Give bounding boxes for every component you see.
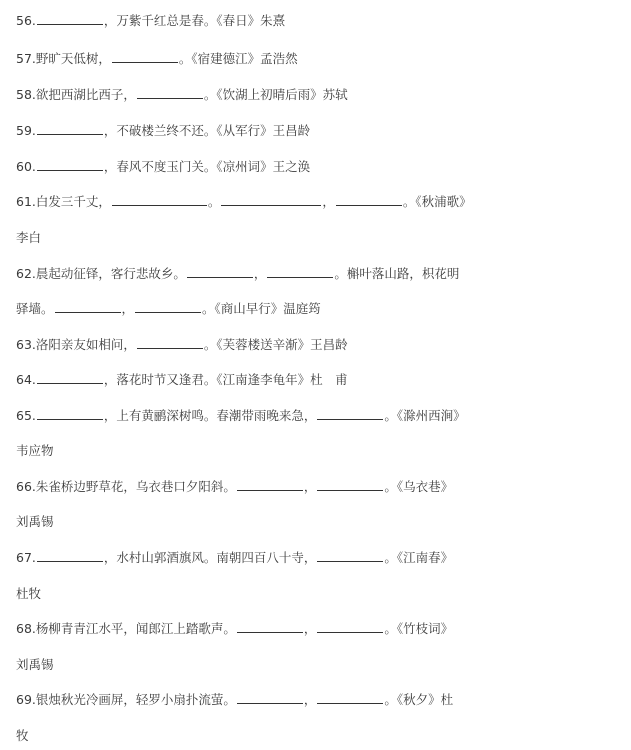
answer-blank[interactable]	[187, 266, 253, 278]
answer-blank[interactable]	[317, 550, 383, 562]
punctuation: 。	[207, 194, 221, 209]
question-source: 。《秋夕》杜	[384, 692, 454, 707]
question-number: 56.	[16, 13, 36, 28]
question-text: 61.白发三千丈，	[16, 194, 111, 209]
question-source: 。《商山早行》温庭筠	[202, 301, 321, 316]
answer-blank[interactable]	[135, 301, 201, 313]
answer-blank[interactable]	[112, 51, 178, 63]
question-number: 59.	[16, 123, 36, 138]
question-text: ，上有黄鹂深树鸣。春潮带雨晚来急，	[103, 408, 317, 423]
punctuation: ，	[303, 692, 317, 707]
question-text: ，不破楼兰终不还。《从军行》王昌龄	[103, 123, 311, 138]
question-text: ，水村山郭酒旗风。南朝四百八十寺，	[103, 550, 317, 565]
author-name: 杜牧	[16, 586, 42, 601]
question-source: 。《宿建德江》孟浩然	[178, 51, 298, 66]
answer-blank[interactable]	[317, 479, 383, 491]
answer-blank[interactable]	[55, 301, 121, 313]
answer-blank[interactable]	[237, 692, 303, 704]
question-63	[16, 337, 348, 353]
answer-blank[interactable]	[112, 194, 207, 206]
question-source: 。《芙蓉楼送辛渐》王昌龄	[203, 337, 348, 352]
answer-blank[interactable]	[237, 621, 303, 633]
punctuation: ，	[303, 621, 317, 636]
author-name: 韦应物	[16, 443, 54, 458]
author-name: 刘禹锡	[16, 514, 54, 529]
question-61	[16, 194, 472, 210]
answer-blank[interactable]	[336, 194, 402, 206]
question-text: 驿墙。	[16, 301, 54, 316]
question-56	[16, 13, 285, 29]
punctuation: ，	[322, 194, 335, 209]
question-58	[16, 87, 348, 103]
answer-blank[interactable]	[317, 408, 383, 420]
answer-blank[interactable]	[37, 13, 103, 25]
answer-blank[interactable]	[137, 337, 203, 349]
question-62-cont	[16, 301, 321, 317]
question-text: 62.晨起动征铎，客行悲故乡。	[16, 266, 186, 281]
question-62	[16, 266, 459, 282]
question-text: ，落花时节又逢君。《江南逢李龟年》杜 甫	[103, 372, 348, 387]
author-name: 李白	[16, 230, 42, 245]
question-source: 。《秋浦歌》	[402, 194, 472, 209]
question-text: 57.野旷天低树，	[16, 51, 111, 66]
question-65-author	[16, 443, 54, 459]
answer-blank[interactable]	[137, 87, 203, 99]
punctuation: ，	[121, 301, 135, 316]
punctuation: ，	[253, 266, 267, 281]
question-65	[16, 408, 466, 424]
question-61-author	[16, 230, 41, 246]
answer-blank[interactable]	[317, 621, 383, 633]
question-64	[16, 372, 348, 388]
answer-blank[interactable]	[317, 692, 383, 704]
question-source: 。《竹枝词》	[384, 621, 454, 636]
answer-blank[interactable]	[237, 479, 303, 491]
question-source: 。《滁州西涧》	[384, 408, 466, 423]
question-text: 63.洛阳亲友如相问，	[16, 337, 136, 352]
author-name: 牧	[16, 728, 29, 743]
question-source: 。《饮湖上初晴后雨》苏轼	[203, 87, 348, 102]
question-number: 67.	[16, 550, 36, 565]
question-number: 60.	[16, 159, 36, 174]
question-text: 69.银烛秋光冷画屏，轻罗小扇扑流萤。	[16, 692, 236, 707]
question-source: 。《江南春》	[384, 550, 454, 565]
question-text: 58.欲把西湖比西子，	[16, 87, 136, 102]
question-text: 66.朱雀桥边野草花，乌衣巷口夕阳斜。	[16, 479, 236, 494]
question-text: ，万紫千红总是春。《春日》朱熹	[103, 13, 286, 28]
question-66-author	[16, 514, 54, 530]
answer-blank[interactable]	[221, 194, 321, 206]
question-67-author	[16, 586, 41, 602]
question-69-author	[16, 728, 29, 744]
question-68-author	[16, 657, 54, 673]
answer-blank[interactable]	[37, 159, 103, 171]
question-57	[16, 51, 298, 67]
answer-blank[interactable]	[267, 266, 333, 278]
question-66	[16, 479, 453, 495]
question-67	[16, 550, 453, 566]
answer-blank[interactable]	[37, 550, 103, 562]
question-text: 。槲叶落山路，枳花明	[334, 266, 460, 281]
question-source: 。《乌衣巷》	[384, 479, 454, 494]
answer-blank[interactable]	[37, 123, 103, 135]
question-69	[16, 692, 453, 708]
question-68	[16, 621, 453, 637]
answer-blank[interactable]	[37, 372, 103, 384]
question-text: 68.杨柳青青江水平，闻郎江上踏歌声。	[16, 621, 236, 636]
question-number: 65.	[16, 408, 36, 423]
answer-blank[interactable]	[37, 408, 103, 420]
punctuation: ，	[303, 479, 317, 494]
question-text: ，春风不度玉门关。《凉州词》王之涣	[103, 159, 311, 174]
question-60	[16, 159, 310, 175]
question-number: 64.	[16, 372, 36, 387]
author-name: 刘禹锡	[16, 657, 54, 672]
question-59	[16, 123, 310, 139]
